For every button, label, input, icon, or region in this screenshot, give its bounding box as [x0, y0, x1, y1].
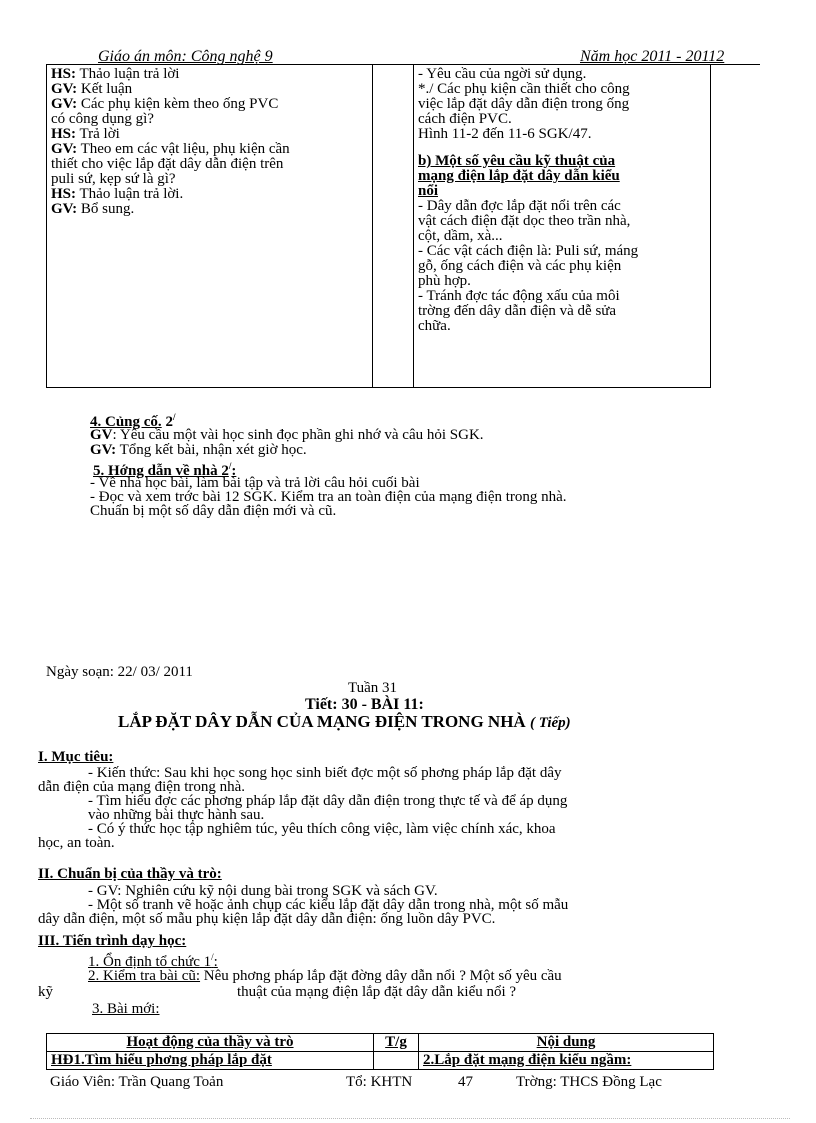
process-heading: III. Tiến trình dạy học:: [38, 933, 187, 949]
content-line: vật cách điện đặt dọc theo trần nhà,: [418, 213, 631, 229]
col-activity: Hoạt động của thầy và trò: [47, 1034, 374, 1052]
activity-line: GV: Kết luận: [51, 81, 133, 97]
activity-line: GV: Theo em các vật liệu, phụ kiện cần: [51, 141, 290, 157]
period-label: Tiết: 30 - BÀI 11:: [305, 696, 424, 713]
activity-line: GV: Các phụ kiện kèm theo ống PVC: [51, 96, 279, 112]
activity-line: HS: Trả lời: [51, 126, 120, 142]
step-3: 3. Bài mới:: [92, 1001, 160, 1017]
preparation-lines: - GV: Nghiên cứu kỹ nội dung bài trong SGK và sách GV. - Một số tranh vẽ hoặc ảnh chụp các kiểu lắp đặt dây dẫn trong nhà, một số mẫu dây dẫn điện, một số mẫu phụ kiện lắp đặt dây dẫn điện: ống luồn dây PVC.: [38, 883, 569, 927]
consolidation-gv2: GV: Tổng kết bài, nhận xét giờ học.: [90, 442, 307, 458]
content-lines: [414, 65, 710, 336]
prep-date: Ngày soạn: 22/ 03/ 2011: [46, 664, 193, 680]
activity-line: GV: Bổ sung.: [51, 201, 135, 217]
content-line: chữa.: [418, 318, 451, 334]
content-line: *./ Các phụ kiện cần thiết cho công: [418, 81, 630, 97]
preparation-heading: II. Chuẩn bị của thầy và trò:: [38, 866, 222, 882]
col-content: Nội dung: [419, 1034, 714, 1052]
continuation-table: [46, 64, 711, 388]
footer-group: Tổ: KHTN: [346, 1074, 413, 1090]
content-line: cách điện PVC.: [418, 111, 512, 127]
consolidation-heading: 4. Củng cố. 2/: [90, 412, 176, 430]
lesson-table: [46, 1033, 714, 1070]
row1-time: [374, 1052, 419, 1070]
step-2-prefix: kỹ: [38, 984, 53, 1000]
content-subheading: mạng điện lắp đặt dây dẫn kiểu: [418, 168, 620, 184]
activity-cell: [47, 65, 373, 388]
footer-school: Trờng: THCS Đồng Lạc: [516, 1074, 662, 1090]
footer-page-number: 47: [458, 1074, 473, 1090]
objectives-heading: I. Mục tiêu:: [38, 749, 114, 765]
content-subheading: b) Một số yêu cầu kỹ thuật của: [418, 153, 616, 169]
week-label: Tuần 31: [348, 680, 398, 696]
step-2: 2. Kiểm tra bài cũ: Nêu phơng pháp lắp đặt đờng dây dẫn nổi ? Một số yêu cầu: [88, 968, 562, 984]
content-line: - Yêu cầu của ngời sử dụng.: [418, 66, 587, 82]
content-cell: [414, 65, 711, 388]
content-line: - Dây dẫn đợc lắp đặt nổi trên các: [418, 198, 621, 214]
activity-line: puli sứ, kẹp sứ là gì?: [51, 171, 176, 187]
content-line: cột, dầm, xà...: [418, 228, 503, 244]
content-line: - Tránh đợc tác động xấu của môi: [418, 288, 620, 304]
time-cell: [373, 65, 414, 388]
row1-activity: HĐ1.Tìm hiểu phơng pháp lắp đặt: [47, 1052, 374, 1070]
activity-line: HS: Thảo luận trả lời.: [51, 186, 184, 202]
lesson-title: LẮP ĐẶT DÂY DẪN CỦA MẠNG ĐIỆN TRONG NHÀ ( Tiếp): [118, 712, 571, 731]
homework-lines: - Về nhà học bài, làm bài tập và trả lời câu hỏi cuối bài - Đọc và xem trớc bài 12 SGK. Kiểm tra an toàn điện của mạng điện trong nhà. Chuẩn bị một số dây dẫn điện mới và cũ.: [90, 475, 567, 519]
col-time: T/g: [374, 1034, 419, 1052]
activity-lines: [47, 65, 372, 219]
content-line: việc lắp đặt dây dẫn điện trong ống: [418, 96, 630, 112]
step-1: 1. Ổn định tổ chức 1/:: [88, 952, 218, 970]
header-subject: Giáo án môn: Công nghệ 9: [98, 48, 273, 65]
activity-line: có công dụng gì?: [51, 111, 154, 127]
content-line: gỗ, ống cách điện và các phụ kiện: [418, 258, 622, 274]
content-line: trờng đến dây dẫn điện và dễ sửa: [418, 303, 617, 319]
homework-heading: 5. Hớng dẫn về nhà 2/:: [93, 461, 237, 479]
row1-content: 2.Lắp đặt mạng điện kiểu ngầm:: [419, 1052, 714, 1070]
content-subheading: nổi: [418, 183, 439, 199]
header-school-year: Năm học 2011 - 20112: [580, 48, 725, 65]
content-line: phù hợp.: [418, 273, 471, 289]
objectives-lines: - Kiến thức: Sau khi học song học sinh biết đợc một số phơng pháp lắp đặt dây dẫn điện của mạng điện trong nhà. - Tìm hiểu đợc các phơng pháp lắp đặt dây dẫn điện trong thực tế và để áp dụng vào những bài thực hành sau. - Có ý thức học tập nghiêm túc, yêu thích công việc, làm việc chính xác, khoa học, an toàn.: [38, 765, 568, 851]
activity-line: HS: Thảo luận trả lời: [51, 66, 180, 82]
activity-line: thiết cho việc lắp đặt dây dẫn điện trên: [51, 156, 284, 172]
step-2-continued: thuật của mạng điện lắp đặt dây dẫn kiểu nổi ?: [237, 984, 517, 1000]
content-line: - Các vật cách điện là: Puli sứ, máng: [418, 243, 639, 259]
footer-teacher: Giáo Viên: Trần Quang Toản: [50, 1074, 224, 1090]
content-line: Hình 11-2 đến 11-6 SGK/47.: [418, 126, 592, 142]
page-bottom-divider: [30, 1118, 790, 1119]
consolidation-gv1: GV: Yêu cầu một vài học sinh đọc phần ghi nhớ và câu hỏi SGK.: [90, 427, 484, 443]
